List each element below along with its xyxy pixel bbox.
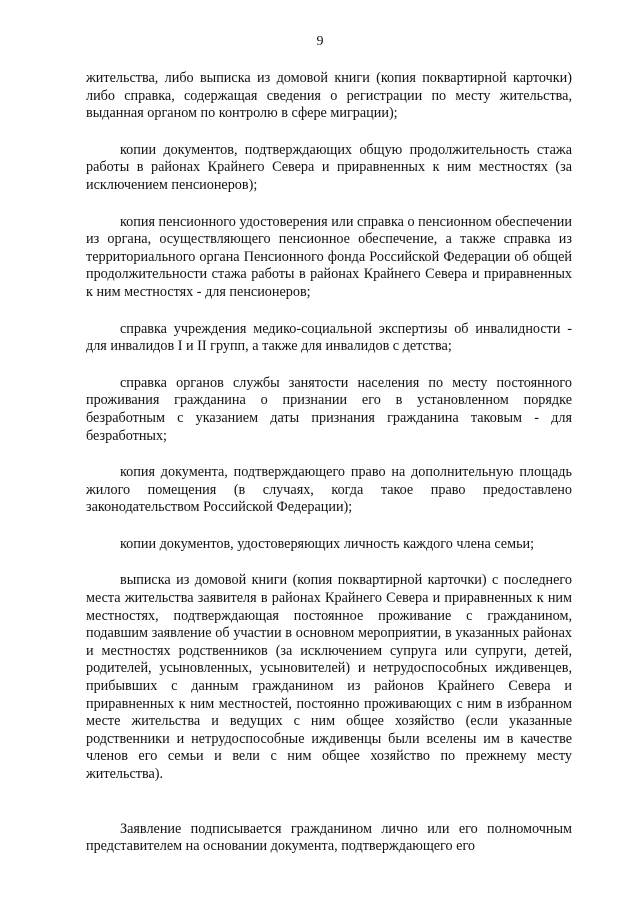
document-body [86,70,572,856]
paragraph-disability-certificate: справка учреждения медико-социальной экспертизы об инвалидности - для инвалидов I и II групп, а также для инвалидов с детства; [86,320,572,355]
paragraph-residence-extract: жительства, либо выписка из домовой книги (копия поквартирной карточки) либо справка, содержащая сведения о регистрации по месту жительства, выданная органом по контролю в сфере миграции); [86,70,572,122]
paragraph-work-experience-copies: копии документов, подтверждающих общую продолжительность стажа работы в районах Крайнего Севера и приравненных к ним местностях (за исключением пенсионеров); [86,141,572,193]
paragraph-unemployment-certificate: справка органов службы занятости населения по месту постоянного проживания гражданина о признании его в установленном порядке безработным с указанием даты признания гражданина таковым - для безработных; [86,374,572,444]
paragraph-additional-area-document: копия документа, подтверждающего право на дополнительную площадь жилого помещения (в случаях, когда такое право предоставлено законодательством Российской Федерации); [86,464,572,516]
page-number: 9 [316,34,324,49]
paragraph-house-register-extract: выписка из домовой книги (копия поквартирной карточки) с последнего места жительства заявителя в районах Крайнего Севера и приравненных к ним местностях, подтверждающая постоянное проживание с гражданином, подавшим заявление об участии в основном мероприятии, в указанных районах и местностях родственников (за исключением супруга или супруги, детей, родителей, усыновленных, усыновителей) и нетрудоспособных иждивенцев, прибывших с данным гражданином из районов Крайнего Севера и приравненных к ним местностей, постоянно проживающих с ним в избранном месте жительства и ведущих с ним общее хозяйство (если указанные родственники и нетрудоспособные иждивенцы были вселены им в качестве членов его семьи и вели с ним общее хозяйство по прежнему месту жительства). [86,572,572,782]
paragraph-identity-documents: копии документов, удостоверяющих личность каждого члена семьи; [120,535,535,552]
paragraph-pension-certificate: копия пенсионного удостоверения или справка о пенсионном обеспечении из органа, осуществляющего пенсионное обеспечение, а также справка из территориального органа Пенсионного фонда Российской Федерации об общей продолжительности стажа работы в районах Крайнего Севера и приравненных к ним местностях - для пенсионеров; [86,213,572,300]
paragraph-application-signature: Заявление подписывается гражданином лично или его полномочным представителем на основании документа, подтверждающего его [86,820,572,855]
